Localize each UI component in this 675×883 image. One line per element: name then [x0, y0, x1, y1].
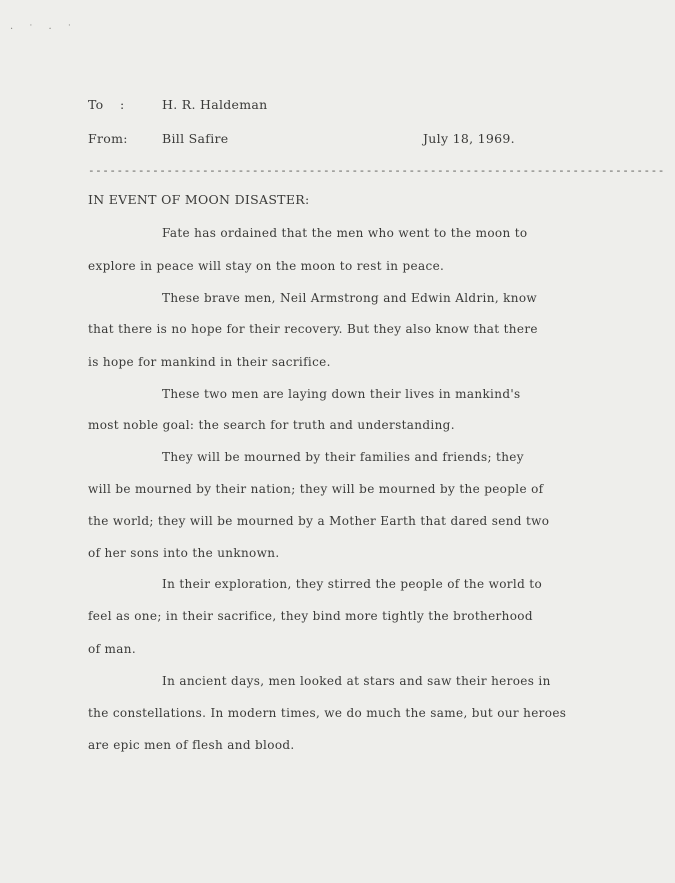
body-line: They will be mourned by their families and friends; they [162, 450, 524, 464]
body-line: the world; they will be mourned by a Mother Earth that dared send two [88, 514, 550, 528]
body-line: explore in peace will stay on the moon to rest in peace. [88, 259, 445, 273]
to-label: To [88, 97, 104, 112]
body-line: most noble goal: the search for truth and understanding. [88, 418, 455, 432]
body-line: will be mourned by their nation; they will be mourned by the people of [88, 482, 544, 496]
body-line: In ancient days, men looked at stars and saw their heroes in [162, 674, 551, 688]
memo-date: July 18, 1969. [423, 131, 515, 146]
body-line: of her sons into the unknown. [88, 546, 280, 560]
body-line: the constellations. In modern times, we do much the same, but our heroes [88, 706, 567, 720]
to-name: H. R. Haldeman [162, 97, 268, 112]
body-line: is hope for mankind in their sacrifice. [88, 355, 331, 369]
to-colon: : [120, 97, 125, 112]
body-line: are epic men of flesh and blood. [88, 738, 295, 752]
body-line: These brave men, Neil Armstrong and Edwin Aldrin, know [162, 291, 538, 305]
separator-line: --------------------------------------------------------------------------------- [88, 164, 665, 177]
body-line: In their exploration, they stirred the people of the world to [162, 577, 543, 591]
from-label: From: [88, 131, 128, 146]
body-line: These two men are laying down their lives in mankind's [162, 387, 521, 401]
body-line: feel as one; in their sacrifice, they bind more tightly the brotherhood [88, 609, 533, 623]
body-line: Fate has ordained that the men who went to the moon to [162, 226, 528, 240]
body-line: of man. [88, 642, 137, 656]
paper-specks: · ˙ · ˙ [10, 24, 78, 35]
body-line: that there is no hope for their recovery. But they also know that there [88, 322, 538, 336]
from-name: Bill Safire [162, 131, 229, 146]
memo-heading: IN EVENT OF MOON DISASTER: [88, 192, 310, 207]
